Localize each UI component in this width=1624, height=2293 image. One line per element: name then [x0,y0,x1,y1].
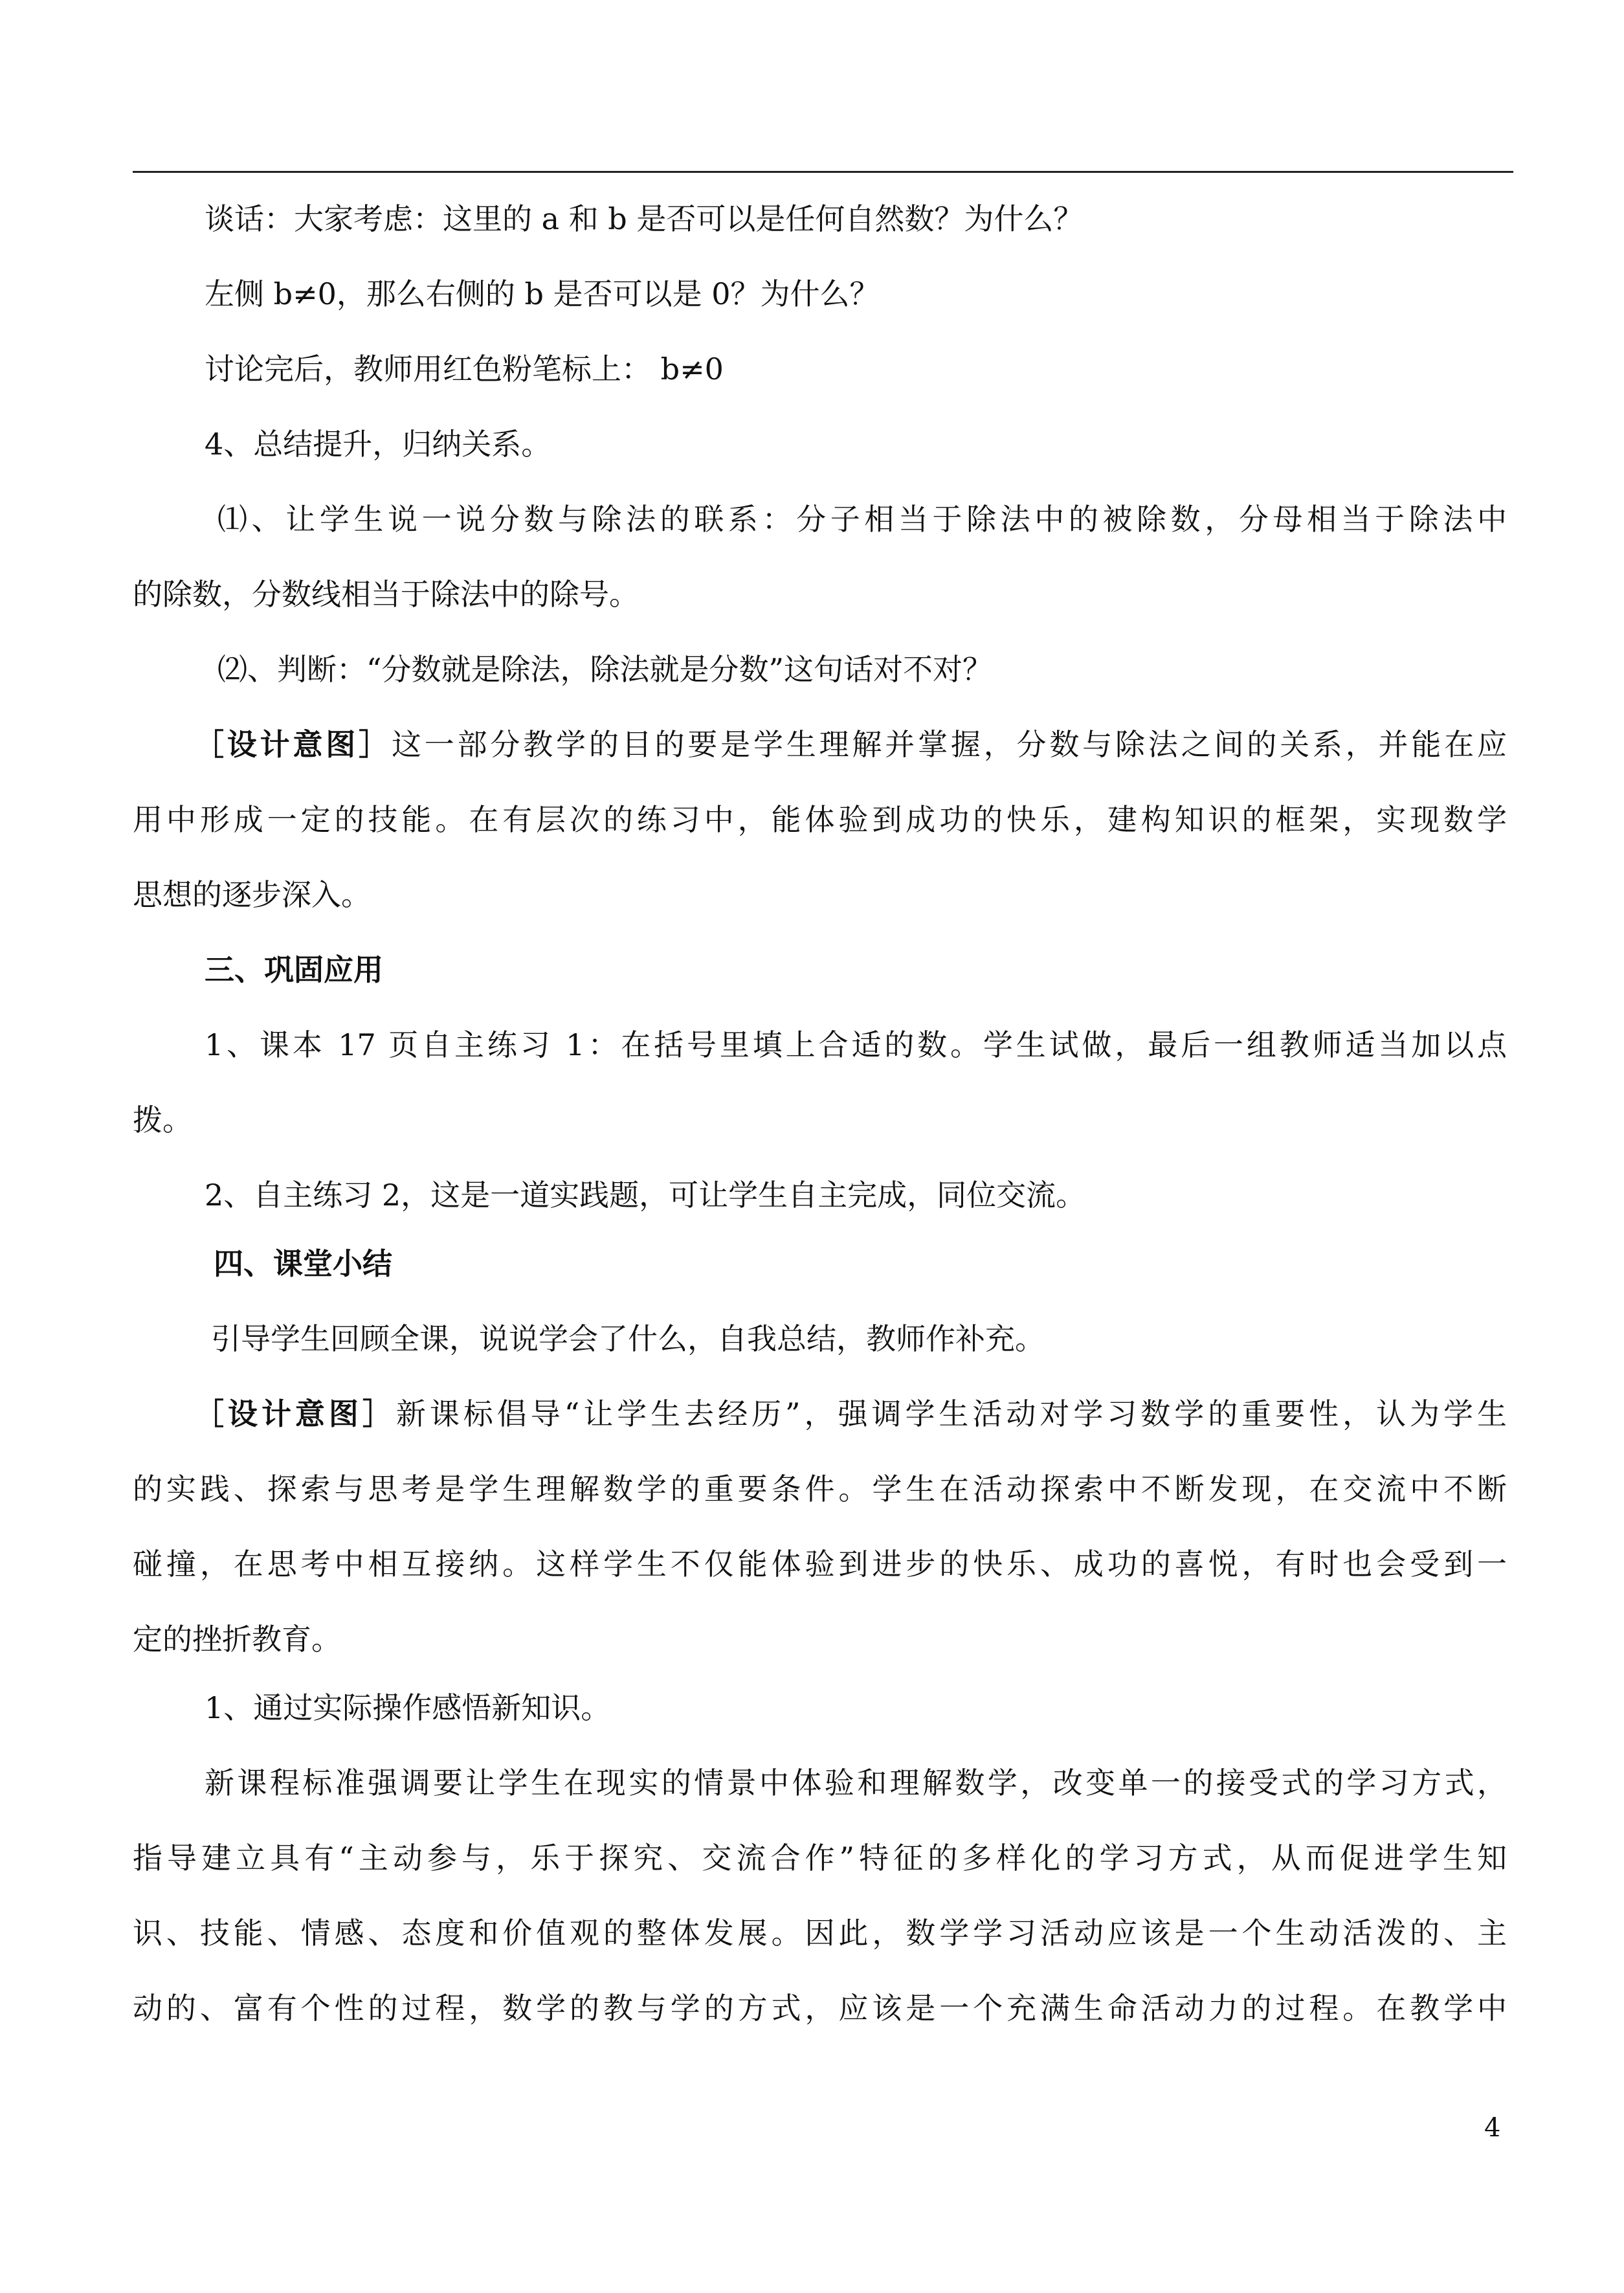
text-line: 的实践、探索与思考是学生理解数学的重要条件。学生在活动探索中不断发现，在交流中不断 [133,1471,1507,1506]
design-intent-tag: ［设计意图］ [194,1396,396,1431]
text-line: 定的挫折教育。 [133,1622,341,1657]
text-line: 碰撞，在思考中相互接纳。这样学生不仅能体验到进步的快乐、成功的喜悦，有时也会受到一 [133,1547,1507,1582]
design-intent-paragraph-line [194,1394,1507,1433]
section-heading: 三、巩固应用 [205,952,383,987]
page-number: 4 [1484,2113,1501,2143]
text-line: 识、技能、情感、态度和价值观的整体发展。因此，数学学习活动应该是一个生动活泼的、主 [133,1916,1507,1951]
section-heading: 四、课堂小结 [214,1246,392,1281]
design-intent-text: 新课标倡导“让学生去经历”，强调学生活动对学习数学的重要性，认为学生 [395,1396,1507,1431]
design-intent-text: 这一部分教学的目的要是学生理解并掌握，分数与除法之间的关系，并能在应 [391,727,1507,762]
design-intent-paragraph-line [194,725,1507,764]
text-line: 思想的逐步深入。 [133,877,371,912]
text-line: 1、通过实际操作感悟新知识。 [205,1690,611,1725]
text-line: 新课程标准强调要让学生在现实的情景中体验和理解数学，改变单一的接受式的学习方式， [205,1765,1507,1800]
text-line: 4、总结提升，归纳关系。 [205,427,551,462]
text-line: 动的、富有个性的过程，数学的教与学的方式，应该是一个充满生命活动力的过程。在教学中 [133,1991,1507,2026]
text-line: ⑵、判断：“分数就是除法，除法就是分数”这句话对不对？ [217,652,993,687]
text-line: 讨论完后，教师用红色粉笔标上： b≠0 [205,352,724,386]
text-line: 引导学生回顾全课，说说学会了什么，自我总结，教师作补充。 [211,1321,1045,1356]
header-rule [133,171,1513,173]
text-line: ⑴、让学生说一说分数与除法的联系：分子相当于除法中的被除数，分母相当于除法中 [217,502,1507,537]
text-line: 用中形成一定的技能。在有层次的练习中，能体验到成功的快乐，建构知识的框架，实现数学 [133,802,1507,837]
text-line: 左侧 b≠0，那么右侧的 b 是否可以是 0？为什么？ [205,276,880,311]
text-line: 的除数，分数线相当于除法中的除号。 [133,577,639,612]
text-line: 谈话：大家考虑：这里的 a 和 b 是否可以是任何自然数？为什么？ [205,201,1084,236]
design-intent-tag: ［设计意图］ [194,727,392,762]
text-line: 拨。 [133,1102,192,1137]
text-line: 2、自主练习 2，这是一道实践题，可让学生自主完成，同位交流。 [205,1178,1086,1213]
text-line: 指导建立具有“主动参与，乐于探究、交流合作”特征的多样化的学习方式，从而促进学生知 [133,1840,1507,1875]
text-line: 1、课本 17 页自主练习 1：在括号里填上合适的数。学生试做，最后一组教师适当加以点 [205,1027,1507,1062]
